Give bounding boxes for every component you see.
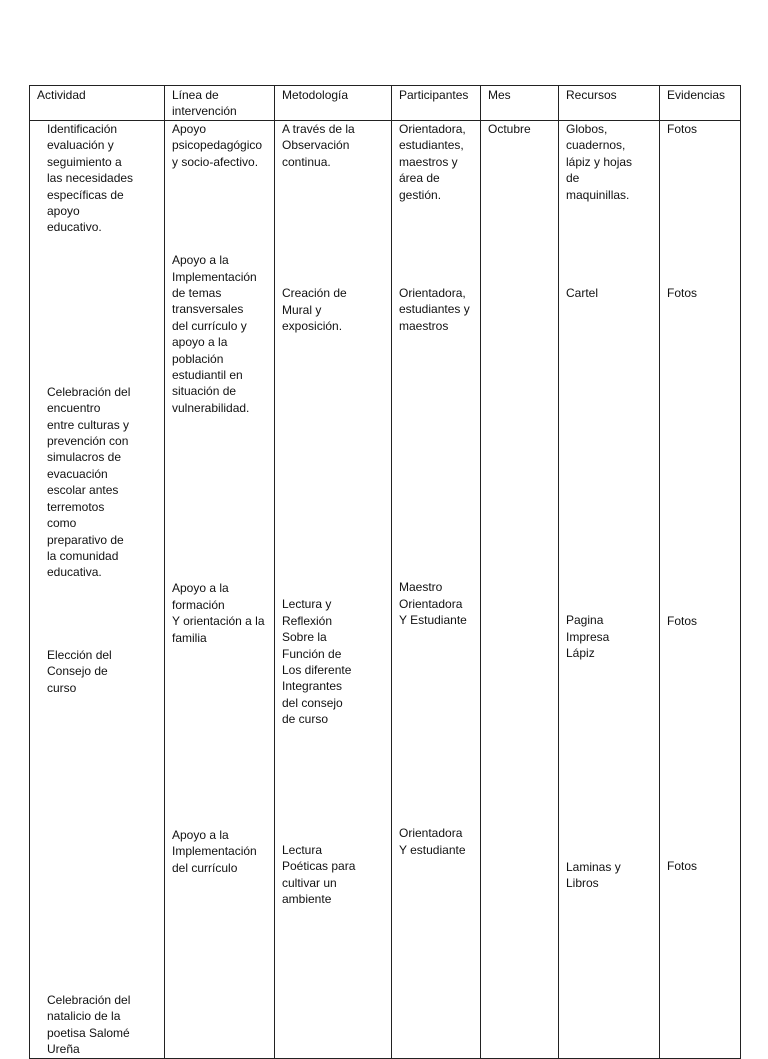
header-linea-intervencion-label: Línea de intervención <box>172 88 237 119</box>
table-row <box>30 121 741 1059</box>
activity-plan-table <box>29 85 741 1059</box>
header-linea-intervencion <box>165 86 275 121</box>
header-metodologia-label: Metodología <box>282 88 349 102</box>
mes-text: Octubre <box>488 122 531 136</box>
participantes-cell <box>392 121 481 1059</box>
header-metodologia <box>275 86 392 121</box>
metodologia-text: Lectura y Reflexión Sobre la Función de Los diferente Integrantes del consejo de curso <box>282 597 352 727</box>
participantes-text: Orientadora, estudiantes, maestros y área de gestión. <box>399 122 466 202</box>
header-actividad-label: Actividad <box>37 88 86 102</box>
linea-intervencion-text: Apoyo a la formación Y orientación a la familia <box>172 581 265 645</box>
header-mes-label: Mes <box>488 88 511 102</box>
recursos-text: Globos, cuadernos, lápiz y hojas de maquinillas. <box>566 122 633 202</box>
mes-cell <box>481 121 559 1059</box>
evidencias-cell <box>660 121 741 1059</box>
actividad-cell <box>30 121 165 1059</box>
linea-intervencion-cell <box>165 121 275 1059</box>
participantes-text: Orientadora, estudiantes y maestros <box>399 286 470 333</box>
recursos-text: Cartel <box>566 286 599 301</box>
metodologia-text: Creación de Mural y exposición. <box>282 286 347 334</box>
participantes-text: Orientadora Y estudiante <box>399 826 466 857</box>
actividad-text: Celebración del natalicio de la poetisa Salomé Ureña <box>47 992 131 1057</box>
header-recursos-label: Recursos <box>566 88 617 102</box>
header-participantes-label: Participantes <box>399 88 469 102</box>
actividad-text: Identificación evaluación y seguimiento a las necesidades específicas de apoyo educativo. <box>47 122 134 235</box>
linea-intervencion-text: Apoyo psicopedagógico y socio-afectivo. <box>172 122 263 169</box>
evidencias-text: Fotos <box>667 613 698 628</box>
recursos-text: Laminas y Libros <box>566 859 621 891</box>
header-actividad <box>30 86 165 121</box>
table-header-row <box>30 86 741 121</box>
linea-intervencion-text: Apoyo a la Implementación del currículo <box>172 827 257 875</box>
metodologia-text: A través de la Observación continua. <box>282 122 355 169</box>
evidencias-text: Fotos <box>667 859 698 874</box>
recursos-cell <box>559 121 660 1059</box>
header-evidencias-label: Evidencias <box>667 88 726 102</box>
actividad-text: Elección del Consejo de curso <box>47 647 112 695</box>
participantes-text: Maestro Orientadora Y Estudiante <box>399 580 467 628</box>
metodologia-cell <box>275 121 392 1059</box>
recursos-text: Pagina Impresa Lápiz <box>566 613 610 661</box>
header-recursos <box>559 86 660 121</box>
evidencias-text: Fotos <box>667 286 698 301</box>
header-participantes <box>392 86 481 121</box>
evidencias-text: Fotos <box>667 122 698 136</box>
metodologia-text: Lectura Poéticas para cultivar un ambiente <box>282 842 356 906</box>
actividad-text: Celebración del encuentro entre culturas y prevención con simulacros de evacuación escolar antes terremotos como preparativo de la comunidad educativa. <box>47 384 131 580</box>
header-evidencias <box>660 86 741 121</box>
linea-intervencion-text: Apoyo a la Implementación de temas transversales del currículo y apoyo a la población estudiantil en situación de vulnerabilidad. <box>172 253 257 415</box>
header-mes <box>481 86 559 121</box>
